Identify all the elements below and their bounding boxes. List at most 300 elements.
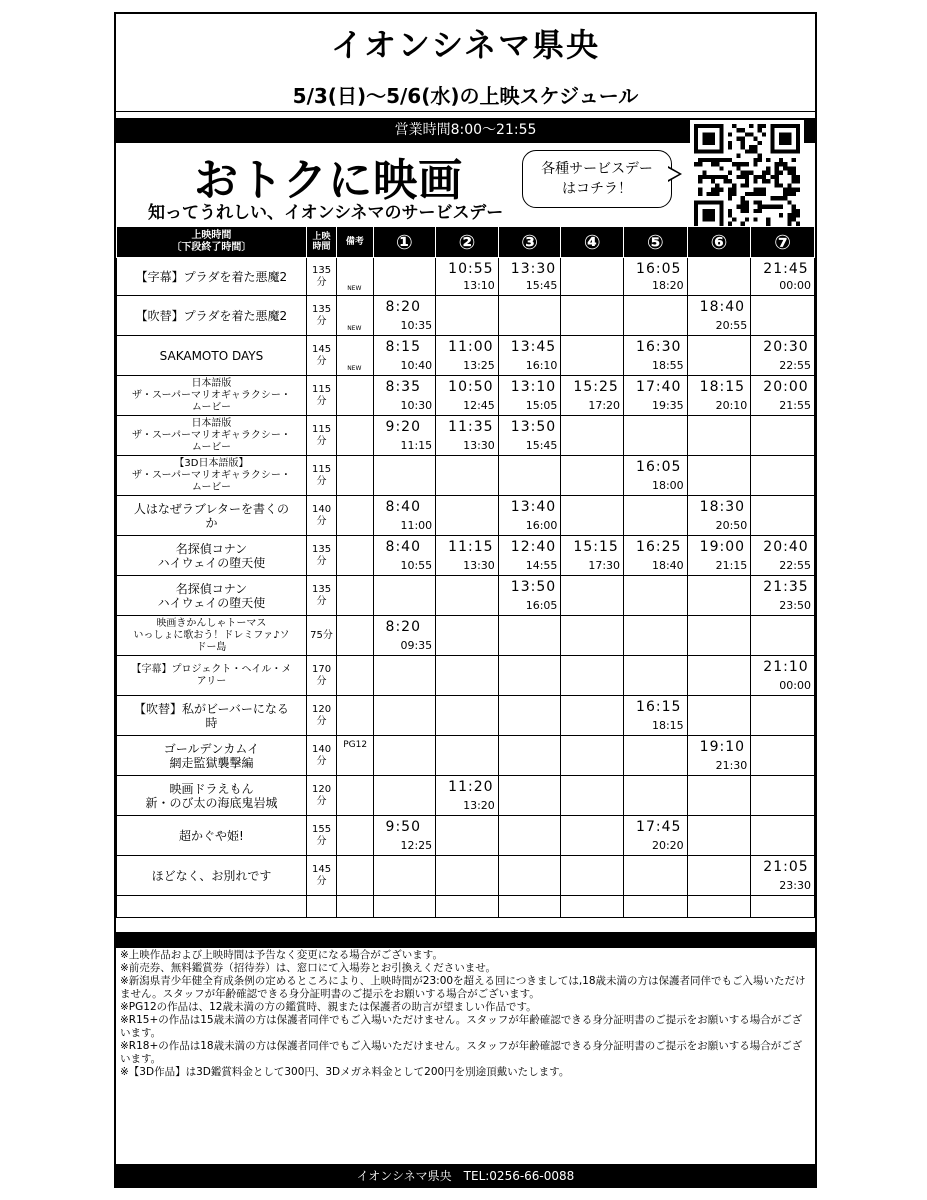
table-row <box>117 456 815 496</box>
showtime-cell <box>436 856 499 896</box>
showtime-cell <box>624 416 688 456</box>
end-time: 21:15 <box>715 559 748 572</box>
showtime-cell <box>436 496 499 536</box>
note-line: ※R18+の作品は18歳未満の方は保護者同伴でもご入場いただけません。スタッフが年齢確認できる身分証明書のご提示をお願いする場合がございます。 <box>120 1040 803 1065</box>
movie-title-line: ハイウェイの堕天使 <box>157 555 266 570</box>
showtime-cell <box>373 856 436 896</box>
showtime-cell[interactable] <box>624 696 688 736</box>
movie-title-line: ムービー <box>191 481 231 493</box>
showtime-cell[interactable] <box>436 416 499 456</box>
header-slot-6: ⑥ <box>687 227 751 258</box>
header-slot-2: ② <box>436 227 499 258</box>
end-time: 18:20 <box>651 279 684 292</box>
movie-runtime <box>306 576 336 616</box>
showtime-cell <box>687 616 751 656</box>
header-showtime <box>117 227 307 258</box>
movie-title-line: 名探偵コナン <box>175 581 248 596</box>
movie-title-line: ムービー <box>191 441 231 453</box>
showtime-cell[interactable] <box>561 376 624 416</box>
start-time: 21:45 <box>763 261 809 277</box>
table-row-empty <box>117 896 815 918</box>
movie-runtime <box>306 296 336 336</box>
showtime-cell <box>751 496 815 536</box>
runtime-line: 135 <box>311 303 332 315</box>
end-time: 18:15 <box>651 719 684 732</box>
movie-title <box>117 696 307 736</box>
start-time: 11:00 <box>448 339 494 355</box>
start-time: 8:15 <box>385 339 421 355</box>
movie-title-line: 映画ドラえもん <box>169 781 254 796</box>
table-row <box>117 816 815 856</box>
start-time: 18:30 <box>699 499 746 515</box>
movie-title <box>117 496 307 536</box>
cinema-name: イオンシネマ県央 <box>330 26 601 64</box>
movie-title <box>117 456 307 496</box>
showtime-cell <box>436 656 499 696</box>
movie-title <box>117 616 307 656</box>
empty-cell <box>498 896 561 918</box>
movie-title-line: ザ・スーパーマリオギャラクシー・ <box>131 469 291 481</box>
showtime-cell <box>561 736 624 776</box>
end-time: 14:55 <box>525 559 558 572</box>
start-time: 20:30 <box>763 339 809 355</box>
showtime-cell[interactable] <box>624 258 688 296</box>
showtime-cell <box>624 576 688 616</box>
service-day-bubble[interactable] <box>522 150 672 208</box>
end-time: 21:55 <box>779 399 811 412</box>
runtime-line: 分 <box>316 555 327 567</box>
footer-contact: イオンシネマ県央 TEL:0256-66-0088 <box>116 1164 815 1188</box>
start-time: 8:40 <box>385 499 421 515</box>
movie-title-line: 時 <box>205 715 218 730</box>
showtime-cell <box>373 576 436 616</box>
movie-note <box>337 736 373 776</box>
start-time: 8:35 <box>385 379 421 395</box>
showtime-cell[interactable] <box>436 376 499 416</box>
start-time: 13:40 <box>510 499 557 515</box>
bubble-tail-inner <box>668 168 679 180</box>
runtime-line: 分 <box>316 315 327 327</box>
movie-title-line: か <box>205 515 218 530</box>
movie-title-line: ほどなく、お別れです <box>151 868 272 883</box>
showtime-cell <box>436 696 499 736</box>
movie-runtime <box>306 616 336 656</box>
showtime-cell <box>373 456 436 496</box>
rating-badge: PG12 <box>343 740 368 750</box>
table-row <box>117 776 815 816</box>
schedule-table <box>116 226 815 918</box>
end-time: 23:50 <box>779 599 811 612</box>
start-time: 19:10 <box>699 739 746 755</box>
showtime-cell[interactable] <box>687 536 751 576</box>
business-hours: 営業時間8:00～21:55 <box>116 118 815 143</box>
table-row <box>117 296 815 336</box>
end-time: 12:25 <box>400 839 433 852</box>
empty-cell <box>436 896 499 918</box>
start-time: 13:45 <box>510 339 557 355</box>
start-time: 15:25 <box>573 379 619 395</box>
end-time: 22:55 <box>779 559 811 572</box>
showtime-cell <box>436 296 499 336</box>
showtime-cell <box>436 616 499 656</box>
table-row <box>117 536 815 576</box>
movie-runtime <box>306 856 336 896</box>
end-time: 13:30 <box>463 559 495 572</box>
movie-runtime <box>306 456 336 496</box>
end-time: 13:25 <box>463 359 495 372</box>
promo-headline: おトクに映画 <box>194 155 464 206</box>
end-time: 17:20 <box>588 399 621 412</box>
movie-title <box>117 376 307 416</box>
movie-title <box>117 656 307 696</box>
runtime-line: 115 <box>311 383 332 395</box>
showtime-cell[interactable] <box>436 776 499 816</box>
showtime-cell <box>561 496 624 536</box>
showtime-cell <box>624 776 688 816</box>
showtime-cell <box>624 736 688 776</box>
movie-title-line: 映画きかんしゃトーマス <box>156 617 267 629</box>
header-showtime-line-2: 〔下段終了時間〕 <box>171 242 252 253</box>
movie-title-line: 【字幕】プラダを着た悪魔2 <box>135 269 288 284</box>
showtime-cell[interactable] <box>687 496 751 536</box>
start-time: 17:40 <box>636 379 682 395</box>
start-time: 15:15 <box>573 539 619 555</box>
end-time: 22:55 <box>779 359 811 372</box>
runtime-line: 145 <box>311 863 332 875</box>
movie-title-line: 日本語版 <box>191 377 232 389</box>
end-time: 19:35 <box>651 399 684 412</box>
table-row <box>117 656 815 696</box>
showtime-cell[interactable] <box>498 258 561 296</box>
showtime-cell[interactable] <box>751 856 815 896</box>
showtime-cell <box>687 416 751 456</box>
showtime-cell[interactable] <box>498 576 561 616</box>
showtime-cell[interactable] <box>687 296 751 336</box>
end-time: 20:20 <box>651 839 684 852</box>
showtime-cell[interactable] <box>373 416 436 456</box>
showtime-cell <box>751 816 815 856</box>
promo-subline: 知ってうれしい、イオンシネマのサービスデー <box>148 203 504 223</box>
runtime-line: 分 <box>316 595 327 607</box>
showtime-cell <box>687 576 751 616</box>
start-time: 16:25 <box>636 539 682 555</box>
showtime-cell <box>751 736 815 776</box>
showtime-cell <box>498 776 561 816</box>
end-time: 16:10 <box>525 359 558 372</box>
movie-title-line: アリー <box>196 675 227 687</box>
showtime-cell[interactable] <box>498 336 561 376</box>
movie-title-line: ムービー <box>191 401 231 413</box>
showtime-cell[interactable] <box>751 576 815 616</box>
note-line: ※上映作品および上映時間は予告なく変更になる場合がございます。 <box>120 949 443 961</box>
runtime-line: 分 <box>316 875 327 887</box>
showtime-cell <box>751 456 815 496</box>
movie-note <box>337 536 373 576</box>
end-time: 12:45 <box>463 399 495 412</box>
start-time: 16:15 <box>636 699 682 715</box>
new-badge: NEW <box>347 365 362 372</box>
start-time: 17:45 <box>636 819 682 835</box>
showtime-cell[interactable] <box>373 376 436 416</box>
showtime-cell[interactable] <box>751 336 815 376</box>
movie-note <box>337 616 373 656</box>
movie-note <box>337 296 373 336</box>
runtime-line: 170 <box>311 663 332 675</box>
start-time: 18:15 <box>699 379 746 395</box>
empty-cell <box>337 896 373 918</box>
table-header-row <box>117 227 815 258</box>
movie-title-line: ザ・スーパーマリオギャラクシー・ <box>131 429 291 441</box>
movie-title-line: SAKAMOTO DAYS <box>159 348 264 363</box>
movie-note <box>337 336 373 376</box>
showtime-cell <box>373 696 436 736</box>
runtime-line: 分 <box>316 475 327 487</box>
movie-title-line: 人はなぜラブレターを書くの <box>133 501 289 516</box>
qr-code-icon[interactable] <box>690 120 804 234</box>
showtime-cell <box>498 816 561 856</box>
movie-runtime <box>306 816 336 856</box>
showtime-cell <box>687 336 751 376</box>
movie-runtime <box>306 736 336 776</box>
showtime-cell[interactable] <box>751 536 815 576</box>
showtime-cell[interactable] <box>373 336 436 376</box>
movie-title-line: 超かぐや姫! <box>179 828 244 843</box>
showtime-cell <box>436 816 499 856</box>
movie-runtime <box>306 416 336 456</box>
table-row <box>117 856 815 896</box>
showtime-cell <box>687 456 751 496</box>
end-time: 13:20 <box>463 799 495 812</box>
movie-title-line: 網走監獄襲撃編 <box>169 755 254 770</box>
showtime-cell[interactable] <box>624 816 688 856</box>
showtime-cell <box>561 576 624 616</box>
showtime-cell <box>373 736 436 776</box>
movie-title <box>117 856 307 896</box>
start-time: 21:05 <box>763 859 809 875</box>
empty-cell <box>751 896 815 918</box>
header-slot-1: ① <box>373 227 436 258</box>
movie-note <box>337 496 373 536</box>
movie-title-line: 【字幕】プロジェクト・ヘイル・メ <box>131 663 292 675</box>
showtime-cell[interactable] <box>624 456 688 496</box>
movie-runtime <box>306 536 336 576</box>
showtime-cell <box>687 696 751 736</box>
movie-title-line: 【吹替】私がビーバーになる <box>133 701 289 716</box>
end-time: 18:55 <box>651 359 684 372</box>
showtime-cell <box>687 816 751 856</box>
movie-runtime <box>306 656 336 696</box>
table-row <box>117 616 815 656</box>
movie-title <box>117 816 307 856</box>
note-line: ※R15+の作品は15歳未満の方は保護者同伴でもご入場いただけません。スタッフが年齢確認できる身分証明書のご提示をお願いする場合がございます。 <box>120 1014 803 1039</box>
table-row <box>117 696 815 736</box>
showtime-cell[interactable] <box>751 656 815 696</box>
showtime-cell[interactable] <box>624 336 688 376</box>
showtime-cell <box>687 656 751 696</box>
movie-runtime <box>306 336 336 376</box>
showtime-cell <box>561 296 624 336</box>
new-badge: NEW <box>347 285 362 292</box>
header-runtime-line-2: 時間 <box>312 242 331 252</box>
header-slot-7: ⑦ <box>751 227 815 258</box>
showtime-cell <box>498 456 561 496</box>
movie-title <box>117 416 307 456</box>
end-time: 15:45 <box>525 439 558 452</box>
showtime-cell <box>561 456 624 496</box>
runtime-line: 135 <box>311 264 332 276</box>
end-time: 09:35 <box>400 639 433 652</box>
movie-runtime <box>306 258 336 296</box>
movie-title <box>117 576 307 616</box>
table-row <box>117 258 815 296</box>
movie-title-line: いっしょに歌おう！ドレミファ♪ソ <box>133 629 290 641</box>
showtime-cell[interactable] <box>498 416 561 456</box>
table-row <box>117 736 815 776</box>
showtime-cell[interactable] <box>561 536 624 576</box>
movie-title-line: 【吹替】プラダを着た悪魔2 <box>135 308 288 323</box>
showtime-cell[interactable] <box>373 296 436 336</box>
start-time: 10:50 <box>448 379 494 395</box>
end-time: 11:15 <box>400 439 433 452</box>
showtime-cell[interactable] <box>624 536 688 576</box>
start-time: 12:40 <box>510 539 557 555</box>
movie-note <box>337 816 373 856</box>
showtime-cell <box>498 616 561 656</box>
movie-runtime <box>306 776 336 816</box>
showtime-cell <box>373 656 436 696</box>
runtime-line: 140 <box>311 743 332 755</box>
start-time: 11:35 <box>448 419 494 435</box>
showtime-cell[interactable] <box>624 376 688 416</box>
showtime-cell <box>624 616 688 656</box>
showtime-cell <box>498 696 561 736</box>
movie-title <box>117 536 307 576</box>
table-row <box>117 376 815 416</box>
runtime-line: 分 <box>316 276 327 288</box>
showtime-cell[interactable] <box>436 336 499 376</box>
note-line: ※前売券、無料鑑賞券（招待券）は、窓口にて入場券とお引換えくださいませ。 <box>120 962 496 974</box>
runtime-line: 分 <box>316 435 327 447</box>
runtime-line: 分 <box>316 355 327 367</box>
header-slot-3: ③ <box>498 227 561 258</box>
showtime-cell[interactable] <box>687 376 751 416</box>
runtime-line: 115 <box>311 423 332 435</box>
start-time: 16:05 <box>636 261 682 277</box>
showtime-cell <box>751 416 815 456</box>
header-showtime-line-1: 上映時間 <box>191 230 232 241</box>
movie-title-line: 名探偵コナン <box>175 541 248 556</box>
showtime-cell <box>624 656 688 696</box>
showtime-cell <box>561 258 624 296</box>
movie-note <box>337 416 373 456</box>
showtime-cell[interactable] <box>373 816 436 856</box>
movie-runtime <box>306 696 336 736</box>
start-time: 19:00 <box>699 539 746 555</box>
showtime-cell <box>561 696 624 736</box>
start-time: 8:40 <box>385 539 421 555</box>
showtime-cell <box>498 656 561 696</box>
start-time: 8:20 <box>385 299 421 315</box>
header-note: 備考 <box>337 227 373 258</box>
end-time: 20:50 <box>715 519 748 532</box>
showtime-cell <box>624 496 688 536</box>
showtime-cell[interactable] <box>373 536 436 576</box>
movie-note <box>337 376 373 416</box>
empty-cell <box>561 896 624 918</box>
showtime-cell <box>561 616 624 656</box>
end-time: 15:05 <box>525 399 558 412</box>
movie-title <box>117 258 307 296</box>
start-time: 9:20 <box>385 419 421 435</box>
end-time: 15:45 <box>525 279 558 292</box>
table-row <box>117 416 815 456</box>
movie-runtime <box>306 496 336 536</box>
showtime-cell[interactable] <box>687 736 751 776</box>
showtime-cell[interactable] <box>498 536 561 576</box>
schedule-sheet <box>114 12 817 1188</box>
end-time: 13:10 <box>463 279 495 292</box>
showtime-cell <box>751 776 815 816</box>
showtime-cell <box>561 656 624 696</box>
end-time: 23:30 <box>779 879 811 892</box>
showtime-cell <box>751 616 815 656</box>
movie-title <box>117 736 307 776</box>
title-divider <box>116 111 815 112</box>
showtime-cell <box>436 456 499 496</box>
end-time: 00:00 <box>779 279 811 292</box>
end-time: 10:40 <box>400 359 433 372</box>
showtime-cell <box>561 856 624 896</box>
movie-note <box>337 656 373 696</box>
runtime-line: 分 <box>316 515 327 527</box>
showtime-cell[interactable] <box>436 258 499 296</box>
runtime-line: 分 <box>316 795 327 807</box>
schedule-body <box>117 258 815 918</box>
showtime-cell[interactable] <box>436 536 499 576</box>
movie-title-line: 新・のび太の海底鬼岩城 <box>145 795 278 810</box>
showtime-cell[interactable] <box>373 616 436 656</box>
note-line: ※新潟県青少年健全育成条例の定めるところにより、上映時間が23:00を超える回につきましては,18歳未満の方は保護者同伴でもご入場いただけません。スタッフが年齢確認できる身分証明書のご提示をお願いする場合がございます。 <box>120 975 806 1000</box>
showtime-cell <box>498 856 561 896</box>
header-slot-5: ⑤ <box>624 227 688 258</box>
movie-title-line: ザ・スーパーマリオギャラクシー・ <box>131 389 291 401</box>
start-time: 20:00 <box>763 379 809 395</box>
showtime-cell[interactable] <box>373 496 436 536</box>
runtime-line: 145 <box>311 343 332 355</box>
showtime-cell <box>751 696 815 736</box>
bubble-line-1: 各種サービスデー <box>541 161 653 177</box>
movie-title-line: ゴールデンカムイ <box>163 741 260 756</box>
showtime-cell <box>561 816 624 856</box>
table-row <box>117 336 815 376</box>
header-runtime-line-1: 上映 <box>312 232 331 242</box>
start-time: 13:30 <box>510 261 557 277</box>
showtime-cell[interactable] <box>498 496 561 536</box>
empty-cell <box>117 896 307 918</box>
empty-cell <box>373 896 436 918</box>
movie-note <box>337 696 373 736</box>
showtime-cell <box>751 296 815 336</box>
header-runtime <box>306 227 336 258</box>
new-badge: NEW <box>347 325 362 332</box>
showtime-cell[interactable] <box>751 258 815 296</box>
end-time: 20:55 <box>715 319 748 332</box>
notes <box>120 949 810 1079</box>
start-time: 10:55 <box>448 261 494 277</box>
showtime-cell[interactable] <box>751 376 815 416</box>
empty-cell <box>687 896 751 918</box>
showtime-cell[interactable] <box>498 376 561 416</box>
